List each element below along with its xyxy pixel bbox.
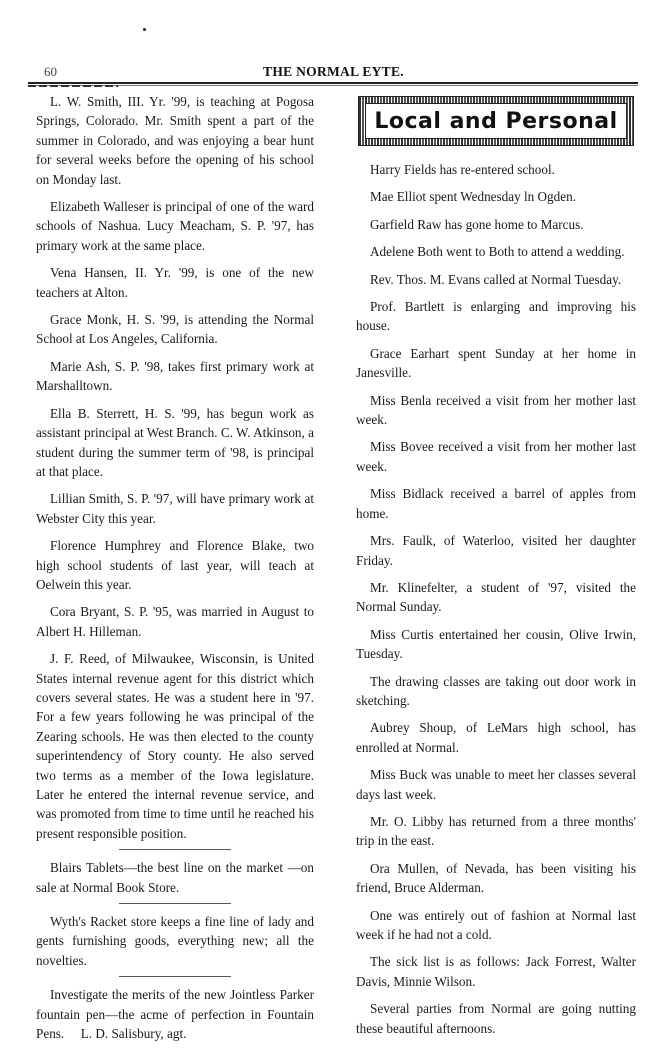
local-item: Mrs. Faulk, of Waterloo, visited her daughter Friday. <box>356 533 636 568</box>
section-banner <box>358 96 634 146</box>
header-rule <box>28 82 638 87</box>
local-item: Mr. O. Libby has returned from a three months' trip in the east. <box>356 813 636 849</box>
news-paragraph: L. W. Smith, III. Yr. '99, is teaching at Pogosa Springs, Colorado. Mr. Smith spent a part of the summer in Colorado, and was enjoying a bear hunt for several weeks before the opening of his school on Monday last. <box>36 94 314 187</box>
local-item: The drawing classes are taking out door work in sketching. <box>356 673 636 708</box>
local-item: One was entirely out of fashion at Normal last week if he had not a cold. <box>356 907 636 942</box>
local-item: Miss Bidlack received a barrel of apples from home. <box>356 486 636 521</box>
section-divider <box>119 903 231 904</box>
print-speck <box>143 28 146 31</box>
news-paragraph: Cora Bryant, S. P. '95, was married in August to Albert H. Hilleman. <box>36 604 314 639</box>
news-paragraph: Lillian Smith, S. P. '97, will have primary work at Webster City this year. <box>36 491 314 526</box>
news-paragraph: Ella B. Sterrett, H. S. '99, has begun work as assistant principal at West Branch. C. W. Atkinson, a student during the summer term of '98, is principal at that place. <box>36 405 314 479</box>
local-item: Harry Fields has re-entered school. <box>370 162 555 177</box>
local-item: Miss Buck was unable to meet her classes several days last week. <box>356 767 636 802</box>
news-paragraph: Florence Humphrey and Florence Blake, two high school students of last year, will teach at Oelwein this year. <box>36 538 314 592</box>
section-divider <box>119 849 231 850</box>
local-item: Garfield Raw has gone home to Marcus. <box>370 216 584 232</box>
news-paragraph: Elizabeth Walleser is principal of one of the ward schools of Nashua. Lucy Meacham, S. P. '97, has primary work at the same place. <box>36 199 314 253</box>
local-item: The sick list is as follows: Jack Forrest, Walter Davis, Minnie Wilson. <box>356 954 636 989</box>
advertisement: Wyth's Racket store keeps a fine line of lady and gents furnishing goods, everything new; all the novelties. <box>36 914 314 968</box>
right-column <box>356 160 636 1046</box>
section-title: Local and Personal <box>374 108 618 134</box>
local-item: Prof. Bartlett is enlarging and improving his house. <box>356 299 636 334</box>
local-item: Several parties from Normal are going nutting these beautiful afternoons. <box>356 1001 636 1036</box>
local-item: Rev. Thos. M. Evans called at Normal Tuesday. <box>370 271 622 287</box>
local-item: Miss Curtis entertained her cousin, Olive Irwin, Tuesday. <box>356 626 636 662</box>
news-paragraph: Grace Monk, H. S. '99, is attending the Normal School at Los Angeles, California. <box>36 312 314 347</box>
local-item: Miss Benla received a visit from her mother last week. <box>356 392 636 428</box>
news-paragraph: Vena Hansen, II. Yr. '99, is one of the new teachers at Alton. <box>36 265 314 300</box>
news-paragraph: Marie Ash, S. P. '98, takes first primary work at Marshalltown. <box>36 358 314 394</box>
local-item: Grace Earhart spent Sunday at her home in Janesville. <box>356 345 636 381</box>
local-item: Ora Mullen, of Nevada, has been visiting his friend, Bruce Alderman. <box>356 860 636 896</box>
news-paragraph: J. F. Reed, of Milwaukee, Wisconsin, is United States internal revenue agent for this district which covers several states. He was a student here in '97. For a few years following he was principal of the Zearing schools. He was then elected to the county superintendency of Story county. He also served two terms as a member of the Iowa legislature. Later he entered the internal revenue service, and was promoted from time to time until he reached his present responsible position. <box>36 651 314 841</box>
local-item: Aubrey Shoup, of LeMars high school, has enrolled at Normal. <box>356 720 636 755</box>
left-column <box>36 92 314 1049</box>
advertisement: Blairs Tablets—the best line on the market —on sale at Normal Book Store. <box>36 860 314 895</box>
local-item: Mr. Klinefelter, a student of '97, visited the Normal Sunday. <box>356 579 636 615</box>
running-header <box>0 64 667 84</box>
local-item: Adelene Both went to Both to attend a wedding. <box>370 244 625 260</box>
local-item: Mae Elliot spent Wednesday ln Ogden. <box>370 189 576 205</box>
local-item: Miss Bovee received a visit from her mother last week. <box>356 439 636 474</box>
page-number: 60 <box>44 64 57 79</box>
banner-frame <box>365 103 627 139</box>
journal-title: THE NORMAL EYTE. <box>263 64 404 79</box>
section-divider <box>119 976 231 977</box>
advertisement: Investigate the merits of the new Jointless Parker fountain pen—the acme of perfection in Fountain Pens. L. D. Salisbury, agt. <box>36 987 314 1042</box>
